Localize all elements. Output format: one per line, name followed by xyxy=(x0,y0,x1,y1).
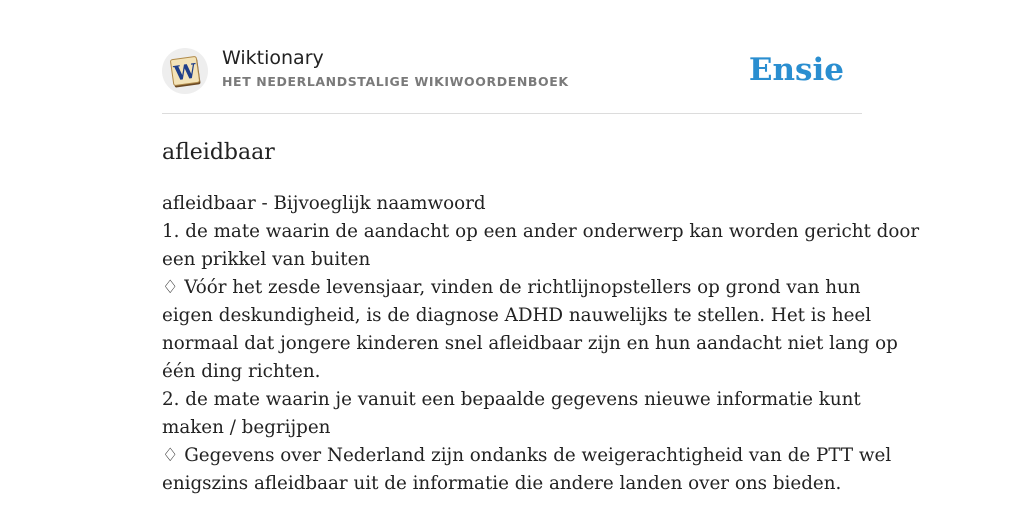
header xyxy=(162,46,862,96)
header-divider xyxy=(162,113,862,114)
entry-line: ♢ Vóór het zesde levensjaar, vinden de richtlijnopstellers op grond van hun xyxy=(162,277,861,298)
entry-line: een prikkel van buiten xyxy=(162,249,371,270)
entry-line: 2. de mate waarin je vanuit een bepaalde gegevens nieuwe informatie kunt xyxy=(162,389,861,410)
wiktionary-logo-icon[interactable] xyxy=(162,48,208,94)
page-title: afleidbaar xyxy=(162,140,275,165)
brand-name[interactable]: Wiktionary xyxy=(222,47,324,69)
entry-line: enigszins afleidbaar uit de informatie die andere landen over ons bieden. xyxy=(162,473,842,494)
ensie-logo-link[interactable]: Ensie xyxy=(748,52,844,88)
entry-line: normaal dat jongere kinderen snel afleidbaar zijn en hun aandacht niet lang op xyxy=(162,333,898,354)
brand-tagline: HET NEDERLANDSTALIGE WIKIWOORDENBOEK xyxy=(222,74,569,89)
entry-line: ♢ Gegevens over Nederland zijn ondanks de weigerachtigheid van de PTT wel xyxy=(162,445,892,466)
logo-letter: W xyxy=(172,58,198,86)
entry-body xyxy=(162,190,920,498)
entry-line: maken / begrijpen xyxy=(162,417,331,438)
entry-line: afleidbaar - Bijvoeglijk naamwoord xyxy=(162,193,486,214)
entry-line: één ding richten. xyxy=(162,361,321,382)
entry-line: eigen deskundigheid, is de diagnose ADHD nauwelijks te stellen. Het is heel xyxy=(162,305,872,326)
entry-line: 1. de mate waarin de aandacht op een ander onderwerp kan worden gericht door xyxy=(162,221,920,242)
